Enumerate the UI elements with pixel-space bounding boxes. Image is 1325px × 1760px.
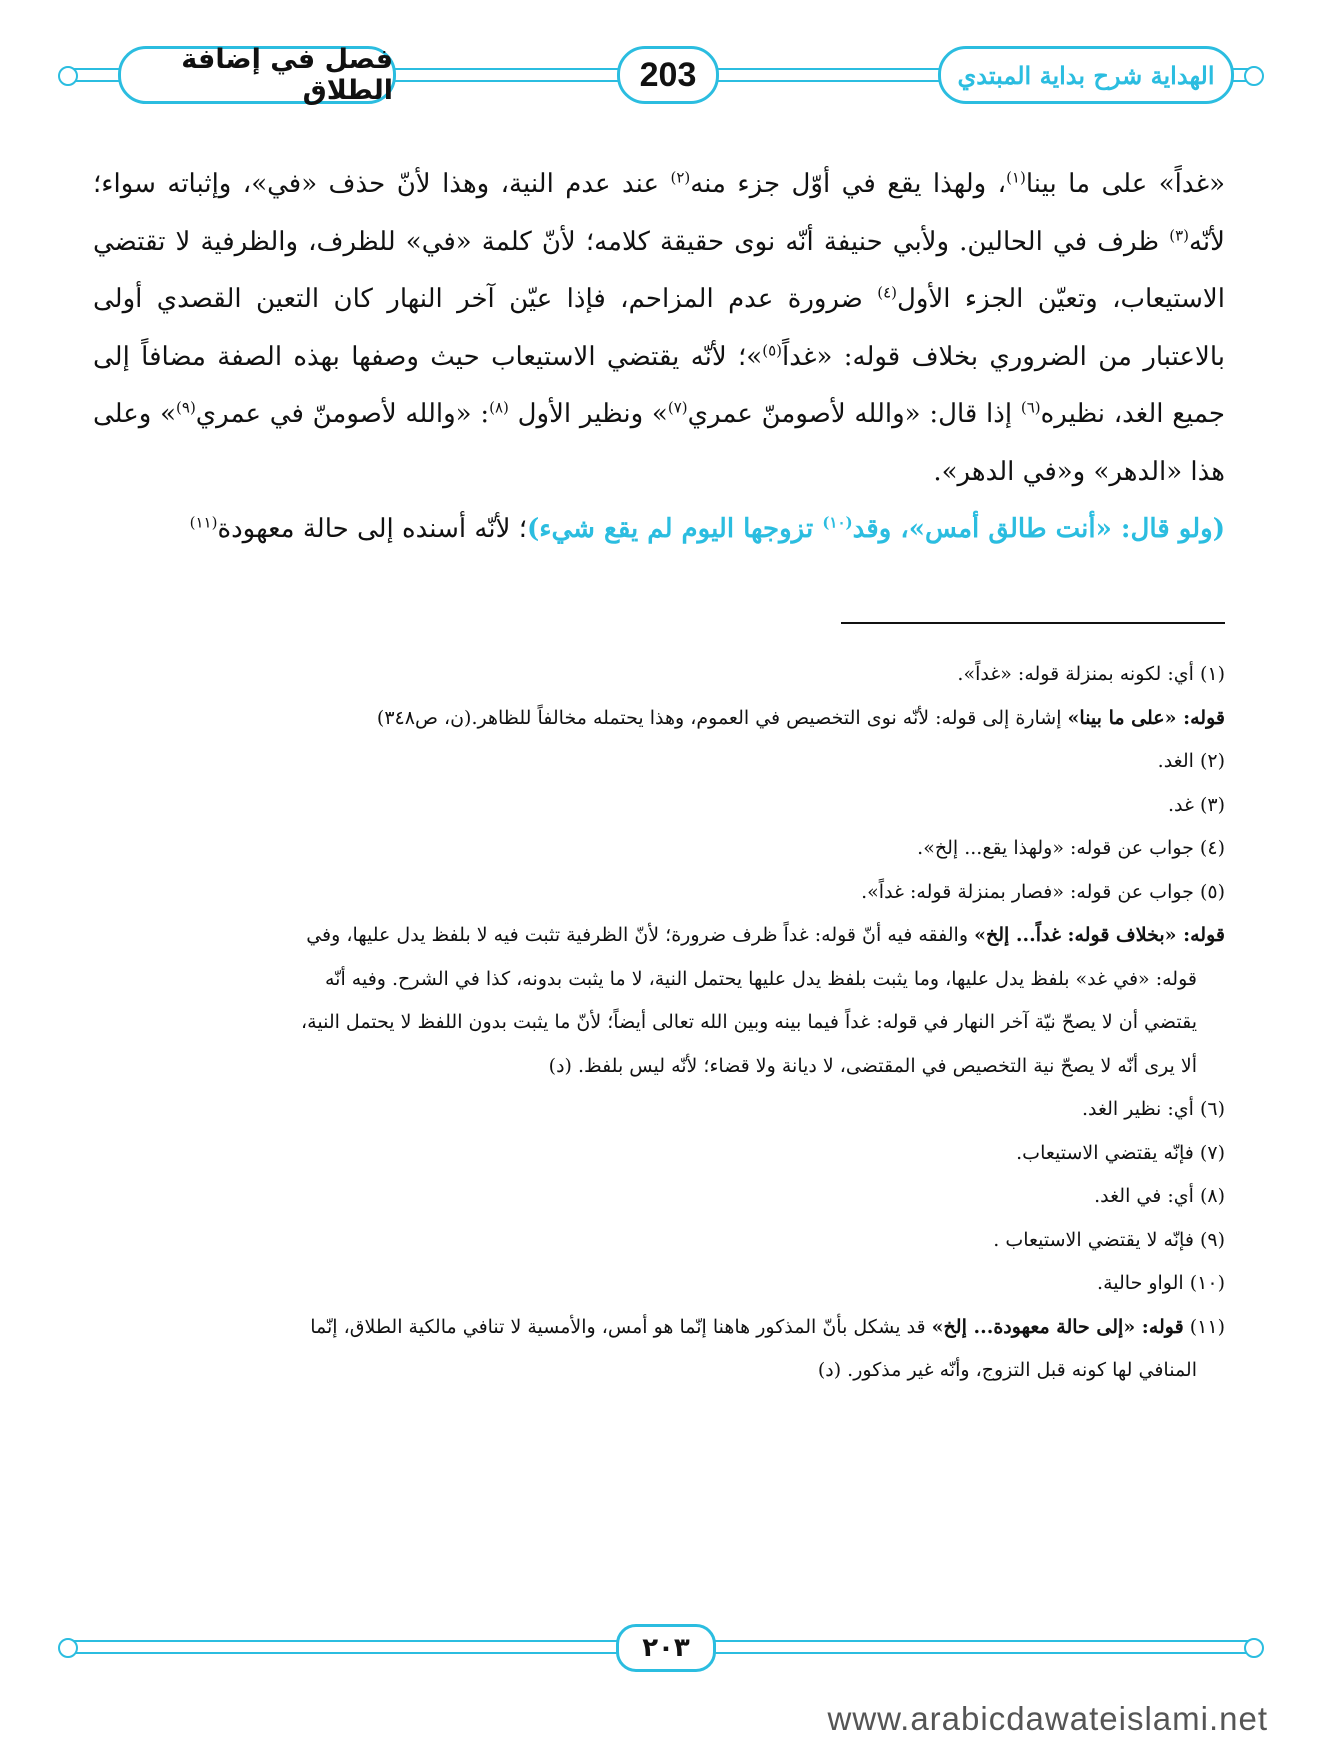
- left-ornament-icon: [58, 66, 78, 86]
- main-text: [93, 156, 1225, 559]
- footnote-11: [93, 1306, 1225, 1350]
- text-run: إذا قال: «والله لأصومنّ عمري: [687, 399, 1021, 429]
- text-run: «غداً» على ما بينا: [1025, 169, 1225, 199]
- book-title-box: [938, 46, 1234, 104]
- footnote-3: (٣) غد.: [1167, 793, 1225, 816]
- page-number-box: [617, 46, 719, 104]
- footnote-10: (١٠) الواو حالية.: [1097, 1272, 1225, 1294]
- section-title: فصل في إضافة الطلاق: [181, 44, 393, 106]
- footnote-ref: (١٠): [822, 513, 853, 532]
- footnote-ref: (٤): [877, 283, 898, 302]
- footnote-number: (١١): [1183, 1315, 1225, 1338]
- footnote-5-line-2: قوله: «في غد» بلفظ يدل عليها، وما يثبت بلفظ يدل عليها يحتمل النية، لا ما يثبت بدونه، كذا في الشرح. وفيه أنّه: [325, 967, 1197, 990]
- footnote-7: (٧) فإنّه يقتضي الاستيعاب.: [1016, 1141, 1225, 1164]
- footnote-ref: (١١): [189, 513, 218, 532]
- text-run: ، ولهذا يقع في أوّل جزء منه: [690, 169, 1007, 199]
- footnote-6: (٦) أي: نظير الغد.: [1081, 1098, 1225, 1120]
- footnote-5: (٥) جواب عن قوله: «فصار بمنزلة قوله: غداً».: [861, 880, 1225, 903]
- footnote-ref: (٦): [1020, 398, 1041, 417]
- text-run: ؛ لأنّه أسنده إلى حالة معهودة: [217, 514, 527, 544]
- text-run: ظرف في الحالين. ولأبي حنيفة أنّه نوى حقيقة كلامه؛ لأنّ كلمة «في» للظرف، والظرفية لا تقتضي الاستيعاب، وتعيّن الجزء الأول: [93, 226, 1225, 314]
- website-watermark: www.arabicdawateislami.net: [827, 1700, 1268, 1737]
- matn-quote-part: (ولو قال: «أنت طالق أمس»، وقد: [852, 514, 1225, 544]
- footnote-ref: (٩): [176, 398, 196, 417]
- footnote-ref: (٢): [670, 168, 691, 187]
- commentary-text: قد يشكل بأنّ المذكور هاهنا إنّما هو أمس، والأمسية لا تنافي مالكية الطلاق، إنّما: [310, 1315, 932, 1338]
- footnote-11-line-2: المنافي لها كونه قبل التزوج، وأنّه غير مذكور. (د): [817, 1359, 1197, 1381]
- commentary-text: إشارة إلى قوله: لأنّه نوى التخصيص في العموم، وهذا يحتمله مخالفاً للظاهر.(ن، ص٣٤٨): [376, 706, 1068, 729]
- commentary-label: قوله: «على ما بينا»: [1067, 706, 1225, 729]
- footnotes: [93, 653, 1225, 1393]
- paragraph-2: [93, 501, 1225, 559]
- commentary-label: قوله: «إلى حالة معهودة... إلخ»: [931, 1315, 1184, 1338]
- right-ornament-icon: [1244, 66, 1264, 86]
- paragraph-1: [93, 156, 1225, 501]
- footnote-2: (٢) الغد.: [1157, 750, 1225, 772]
- text-run: ضرورة عدم المزاحم، فإذا عيّن آخر النهار كان التعين القصدي أولى بالاعتبار من الضروري بخلاف قوله: «غداً: [93, 284, 1225, 372]
- commentary-text: والفقه فيه أنّ قوله: غداً ظرف ضرورة؛ لأنّ الظرفية تثبت فيه لا بلفظ يدل عليها، وفي: [306, 924, 975, 946]
- footnote-divider: [841, 622, 1225, 624]
- section-title-box: [118, 46, 396, 104]
- text-run: »؛ لأنّه يقتضي الاستيعاب حيث وصفها بهذه الصفة مضافاً إلى جميع الغد، نظيره: [93, 341, 1226, 429]
- text-run: عند عدم النية، وهذا لأنّ حذف «في»، وإثباته سواء؛ لأنّه: [93, 169, 1225, 257]
- footnote-4: (٤) جواب عن قوله: «ولهذا يقع... إلخ».: [917, 837, 1225, 859]
- footnote-5-commentary: [93, 914, 1225, 958]
- footnote-1-commentary: [93, 697, 1225, 741]
- book-title: الهداية شرح بداية المبتدي: [957, 60, 1215, 90]
- text-run: » وعلى هذا «الدهر» و«في الدهر».: [93, 399, 1225, 487]
- footnote-ref: (٣): [1169, 225, 1189, 244]
- matn-quote-part: تزوجها اليوم لم يقع شيء): [526, 514, 823, 544]
- footnote-9: (٩) فإنّه لا يقتضي الاستيعاب .: [993, 1228, 1225, 1251]
- matn-quote: [527, 514, 1225, 544]
- footnote-5-line-4: ألا يرى أنّه لا يصحّ نية التخصيص في المقتضى، لا ديانة ولا قضاء؛ لأنّه ليس بلفظ. (د): [548, 1054, 1197, 1077]
- footnote-8: (٨) أي: في الغد.: [1094, 1185, 1225, 1207]
- left-ornament-icon: [58, 1638, 78, 1658]
- footnote-1: (١) أي: لكونه بمنزلة قوله: «غداً».: [957, 663, 1225, 685]
- footnote-ref: (٧): [667, 398, 688, 417]
- footnote-ref: (١): [1006, 168, 1026, 187]
- footnote-5-line-3: يقتضي أن لا يصحّ نيّة آخر النهار في قوله: غداً فيما بينه وبين الله تعالى أيضاً؛ لأنّ ما يثبت بدون اللفظ لا يحتمل النية،: [301, 1011, 1197, 1033]
- text-run: » ونظير الأول: [508, 399, 668, 429]
- right-ornament-icon: [1244, 1638, 1264, 1658]
- commentary-label: قوله: «بخلاف قوله: غداً... إلخ»: [974, 924, 1225, 946]
- footer-page-number-box: [616, 1624, 716, 1672]
- footnote-ref: (٨): [489, 398, 509, 417]
- text-run: : «والله لأصومنّ في عمري: [195, 399, 490, 429]
- footnote-ref: (٥): [762, 340, 783, 359]
- footer-page-number: ٢٠٣: [642, 1633, 690, 1663]
- page-number: 203: [639, 55, 697, 94]
